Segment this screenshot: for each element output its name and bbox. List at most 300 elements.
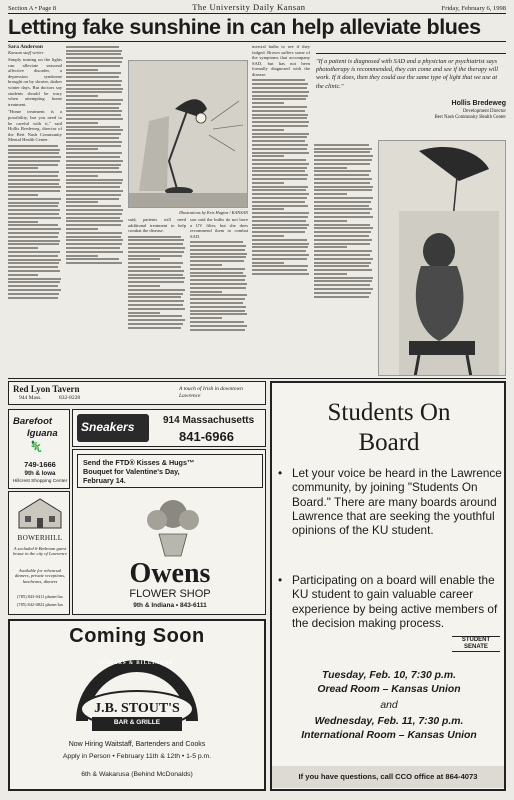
text-line	[66, 247, 120, 249]
text-line	[252, 258, 307, 260]
text-line	[128, 266, 181, 268]
owens-sub: FLOWER SHOP	[129, 588, 211, 600]
jbstouts-apply: Apply in Person • February 11th & 12th • 1-5 p.m.	[62, 753, 212, 760]
bowerhill-phone-1: (785) 843-0411 phone/fax	[17, 594, 63, 599]
ftd-line-2: Bouquet for Valentine's Day,	[83, 467, 180, 476]
text-line	[190, 298, 245, 300]
text-line	[314, 182, 370, 184]
pullquote-role-2: Bert Nash Community Health Center	[434, 115, 506, 120]
text-line	[8, 259, 61, 261]
text-line	[252, 79, 305, 81]
sneakers-address: 914 Massachusetts	[163, 415, 255, 426]
ad-owens-flower-shop	[72, 449, 266, 615]
text-line	[66, 103, 121, 105]
text-line	[8, 156, 61, 158]
text-line	[66, 76, 119, 78]
text-line	[66, 198, 119, 200]
text-line	[314, 155, 373, 157]
logo-line-2: SENATE	[464, 644, 488, 650]
text-line	[66, 141, 122, 143]
text-line	[66, 133, 121, 135]
text-line	[8, 274, 38, 276]
article-illustration-figure	[378, 140, 506, 376]
text-line	[8, 152, 59, 154]
text-line	[314, 292, 371, 294]
quote-paragraph: "Home treatment is a possibility, but you need to be careful with it," said Hollis Bredeweg, director of the Bert Nash Community Mental Health Center.	[8, 109, 62, 143]
text-line	[8, 251, 60, 253]
text-line	[252, 152, 309, 154]
text-line	[252, 91, 309, 93]
text-line	[314, 189, 372, 191]
ad-barefoot-iguana	[8, 409, 70, 489]
text-line	[66, 88, 123, 90]
text-line	[252, 155, 284, 157]
article-column-4	[190, 217, 248, 374]
text-line	[66, 61, 122, 63]
text-line	[8, 194, 38, 196]
text-line	[252, 254, 309, 256]
text-line	[66, 182, 122, 184]
text-line	[314, 151, 370, 153]
text-line	[8, 186, 61, 188]
ad-sneakers	[72, 409, 266, 447]
text-line	[8, 183, 59, 185]
text-line	[252, 186, 308, 188]
text-line	[66, 213, 122, 215]
text-line	[252, 102, 284, 104]
text-line	[8, 145, 58, 147]
sob-event-1-room: Oread Room – Kansas Union	[317, 684, 461, 695]
text-line	[252, 167, 307, 169]
text-line	[252, 182, 284, 184]
text-line	[66, 243, 122, 245]
article-illustration-lamp	[128, 60, 248, 208]
sob-and: and	[380, 700, 398, 711]
text-line	[314, 148, 372, 150]
ad-bowerhill	[8, 491, 70, 615]
text-line	[314, 186, 373, 188]
text-line	[8, 171, 59, 173]
headline-rule	[8, 41, 506, 42]
text-line	[314, 239, 372, 241]
iguana-icon: 🦎	[29, 441, 43, 453]
redlyon-tagline: A touch of Irish in downtown Lawrence	[179, 386, 243, 399]
text-line	[190, 275, 246, 277]
text-line	[314, 296, 369, 298]
text-line	[252, 106, 307, 108]
text-line	[66, 175, 98, 177]
text-line	[190, 321, 244, 323]
text-line	[314, 220, 347, 222]
text-line	[66, 156, 120, 158]
photo-credit: Illustrations by Kris Hugins / KANSAN	[179, 210, 248, 215]
text-line	[66, 251, 123, 253]
text-line	[252, 95, 308, 97]
text-line	[8, 270, 60, 272]
sob-contact: If you have questions, call CCO office at 864-4073	[298, 772, 478, 781]
text-line	[190, 241, 243, 243]
text-line	[314, 174, 369, 176]
text-line	[314, 273, 347, 275]
text-line	[314, 262, 371, 264]
redlyon-address: 944 Mass.	[19, 395, 42, 401]
text-line	[128, 277, 185, 279]
text-line	[314, 284, 370, 286]
text-line	[128, 323, 183, 325]
text-line	[314, 250, 372, 252]
text-line	[252, 110, 305, 112]
text-line	[8, 167, 38, 169]
sob-event-2-date: Wednesday, Feb. 11, 7:30 p.m.	[314, 716, 464, 727]
text-line	[190, 306, 246, 308]
barefoot-phone: 749-1666	[24, 460, 56, 469]
text-line	[66, 91, 122, 93]
redlyon-phone: 832-8228	[59, 395, 81, 401]
text-line	[8, 297, 58, 299]
article-bottom-rule	[8, 378, 506, 379]
text-line	[314, 258, 373, 260]
text-line	[190, 279, 245, 281]
text-line	[190, 325, 247, 327]
text-line	[314, 212, 370, 214]
owens-address: 9th & Indiana • 843-6111	[133, 602, 207, 609]
text-line	[66, 95, 98, 97]
text-line	[66, 258, 119, 260]
text-line	[314, 277, 373, 279]
text-line	[8, 179, 60, 181]
article-headline: Letting fake sunshine in can help alleviate blues	[8, 15, 481, 39]
text-line	[252, 235, 284, 237]
bouquet-icon	[133, 494, 213, 558]
text-line	[128, 308, 185, 310]
text-line	[128, 281, 184, 283]
text-line	[66, 84, 121, 86]
text-line	[66, 205, 121, 207]
text-line	[190, 317, 222, 319]
text-line	[128, 300, 184, 302]
text-line	[66, 110, 122, 112]
text-line	[190, 283, 247, 285]
text-line	[66, 262, 122, 264]
text-line	[66, 118, 123, 120]
text-line	[8, 266, 58, 268]
text-line	[252, 136, 307, 138]
text-line	[314, 243, 370, 245]
text-line	[252, 265, 308, 267]
text-line	[128, 258, 160, 260]
text-line	[66, 190, 123, 192]
text-line	[8, 164, 58, 166]
text-line	[66, 171, 122, 173]
barefoot-name-1: Barefoot	[13, 416, 53, 427]
jbstouts-bar-grille: BAR & GRILLE	[113, 719, 161, 726]
ftd-line-3: February 14.	[83, 476, 126, 485]
figure-drawing	[379, 141, 506, 376]
byline: Sara Anderson	[8, 44, 43, 50]
logo-line-1: STUDENT	[461, 637, 491, 643]
text-line	[252, 224, 309, 226]
text-line	[314, 197, 373, 199]
text-line	[128, 251, 184, 253]
text-line	[190, 253, 247, 255]
text-line	[190, 260, 244, 262]
text-line	[66, 129, 123, 131]
text-line	[190, 302, 243, 304]
ad-red-lyon	[8, 381, 266, 405]
text-line	[252, 193, 309, 195]
sneakers-phone: 841-6966	[179, 429, 234, 444]
text-line	[8, 217, 61, 219]
text-line	[66, 57, 123, 59]
text-line	[66, 167, 119, 169]
text-line	[314, 216, 373, 218]
text-line	[190, 287, 246, 289]
text-line	[128, 289, 185, 291]
text-line	[66, 122, 98, 124]
text-line	[190, 264, 222, 266]
text-line	[314, 235, 369, 237]
text-line	[8, 281, 60, 283]
text-line	[66, 232, 122, 234]
text-line	[128, 247, 185, 249]
byline-role: Kansan staff writer	[8, 50, 44, 55]
text-line	[252, 189, 306, 191]
text-line	[8, 190, 60, 192]
sob-event-1-date: Tuesday, Feb. 10, 7:30 p.m.	[322, 670, 456, 681]
text-line	[66, 228, 98, 230]
owens-name: Owens	[129, 558, 211, 589]
text-line	[252, 121, 309, 123]
text-line	[190, 329, 245, 331]
body-text-filler	[66, 46, 124, 264]
bowerhill-name: BOWERHILL	[17, 534, 63, 542]
text-line	[66, 152, 122, 154]
text-line	[66, 239, 123, 241]
text-line	[252, 220, 306, 222]
jbstouts-hiring: Now Hiring Waitstaff, Bartenders and Cooks	[68, 741, 206, 748]
text-line	[314, 208, 372, 210]
text-line	[128, 274, 183, 276]
text-line	[252, 201, 305, 203]
text-line	[314, 163, 370, 165]
text-line	[252, 262, 284, 264]
redlyon-name: Red Lyon Tavern	[13, 384, 80, 394]
text-line	[66, 179, 123, 181]
article-column-1	[8, 44, 62, 374]
text-line	[190, 294, 247, 296]
text-line	[190, 245, 246, 247]
text-line	[66, 80, 122, 82]
text-line	[252, 250, 306, 252]
text-line	[128, 293, 183, 295]
text-line	[66, 53, 121, 55]
text-line	[128, 285, 160, 287]
text-line	[8, 289, 61, 291]
text-line	[252, 125, 308, 127]
text-line	[252, 174, 308, 176]
text-line	[66, 69, 98, 71]
text-line	[128, 296, 181, 298]
house-icon	[15, 496, 65, 530]
text-line	[8, 209, 60, 211]
text-line	[252, 114, 308, 116]
page-header	[8, 2, 506, 14]
article-column-6	[314, 142, 374, 374]
text-line	[314, 144, 369, 146]
body-text-filler	[314, 144, 374, 298]
text-line	[314, 205, 369, 207]
sob-bullet-1	[278, 466, 502, 537]
sob-event-2-room: International Room – Kansas Union	[301, 730, 477, 741]
text-line	[8, 243, 59, 245]
column-5-lead: mercial bulbs to see if they fadged. Brown suffers some of the symptoms that accompany SAD, but has not been formally diagnosed with the disease.	[252, 44, 310, 77]
body-text-filler	[8, 145, 62, 299]
text-line	[190, 272, 243, 274]
text-line	[252, 178, 307, 180]
lead-paragraph: Simply turning on the lights can alleviate seasonal affective disorder, a depression syndrome brought on by shorter, darker winter days. But doctors say students should be wary when attempting home treatment.	[8, 57, 62, 107]
text-line	[190, 310, 245, 312]
coming-soon: Coming Soon	[69, 625, 205, 647]
sob-bullet-2	[278, 573, 502, 630]
text-line	[252, 159, 306, 161]
text-line	[8, 224, 58, 226]
text-line	[128, 239, 184, 241]
text-line	[314, 178, 372, 180]
text-line	[252, 117, 307, 119]
sob-bullet-2-text: Participating on a board will enable the KU student to gain valuable career experience by being active members of the decision making process.	[292, 573, 498, 630]
bullet-icon: •	[278, 573, 283, 587]
text-line	[8, 278, 61, 280]
text-line	[66, 50, 122, 52]
text-line	[8, 228, 61, 230]
pull-quote: "If a patient is diagnosed with SAD and a physician or psychiatrist says phototherapy is recommended, they can come and see if the therapy will work. If it does, then they could use the same type of light that we use at the clinic."	[316, 58, 498, 90]
text-line	[66, 209, 123, 211]
student-senate-logo	[452, 636, 500, 652]
sob-title-2: Board	[358, 429, 420, 456]
text-line	[66, 201, 98, 203]
text-line	[252, 140, 305, 142]
section-label: Section A • Page 8	[8, 5, 57, 12]
text-line	[128, 262, 183, 264]
text-line	[8, 262, 59, 264]
ftd-line-1: Send the FTD® Kisses & Hugs™	[83, 458, 195, 467]
text-line	[252, 148, 307, 150]
text-line	[252, 133, 309, 135]
text-line	[314, 246, 347, 248]
article-column-5	[252, 44, 310, 374]
text-line	[252, 216, 308, 218]
text-line	[252, 205, 308, 207]
text-line	[8, 160, 60, 162]
text-line	[190, 313, 247, 315]
text-line	[8, 247, 38, 249]
article-column-2	[66, 44, 124, 374]
text-line	[8, 213, 59, 215]
text-line	[8, 198, 61, 200]
issue-date: Friday, February 6, 1998	[441, 5, 506, 12]
text-line	[314, 227, 373, 229]
bullet-icon: •	[278, 466, 283, 480]
text-line	[190, 256, 246, 258]
text-line	[66, 65, 120, 67]
text-line	[252, 129, 284, 131]
text-line	[66, 220, 123, 222]
text-line	[252, 170, 305, 172]
pullquote-rule	[316, 53, 506, 54]
text-line	[314, 159, 372, 161]
text-line	[314, 269, 372, 271]
text-line	[252, 243, 309, 245]
text-line	[128, 270, 184, 272]
text-line	[8, 285, 58, 287]
text-line	[314, 193, 347, 195]
sob-bullet-1-text: Let your voice be heard in the Lawrence community, by joining "Students On Board." There are many boards around Lawrence that are seeking the youthful opinions of the KU student.	[292, 466, 502, 538]
barefoot-name-2: Iguana	[27, 428, 58, 439]
text-line	[8, 149, 60, 151]
masthead: The University Daily Kansan	[192, 2, 306, 12]
text-line	[66, 148, 98, 150]
text-line	[252, 212, 309, 214]
text-line	[128, 327, 181, 329]
text-line	[8, 205, 58, 207]
text-line	[252, 239, 307, 241]
text-line	[252, 98, 306, 100]
text-line	[314, 167, 347, 169]
text-line	[8, 175, 58, 177]
lamp-drawing	[129, 61, 248, 208]
bowerhill-line-1: A secluded 6-Bedroom guest house in the city of Lawrence	[13, 546, 67, 557]
text-line	[66, 194, 121, 196]
text-line	[66, 99, 123, 101]
text-line	[314, 280, 372, 282]
text-line	[66, 72, 121, 74]
text-line	[252, 144, 308, 146]
text-line	[128, 255, 182, 257]
pullquote-role-1: Development Director	[462, 109, 506, 114]
text-line	[66, 126, 120, 128]
text-line	[66, 255, 98, 257]
text-line	[314, 288, 373, 290]
text-line	[190, 249, 245, 251]
jbstouts-arc: CIGARS & BILLIARDS	[101, 661, 173, 666]
pullquote-name: Hollis Bredeweg	[451, 100, 506, 107]
text-line	[8, 221, 38, 223]
column-4-lead: son said the bulbs do not have a UV filter, but she does recommend them to combat SAD.	[190, 217, 248, 239]
sob-title-1: Students On	[327, 399, 451, 426]
jbstouts-address: 6th & Wakarusa (Behind McDonalds)	[81, 771, 193, 778]
text-line	[314, 170, 371, 172]
text-line	[8, 202, 59, 204]
text-line	[128, 236, 181, 238]
text-line	[8, 255, 58, 257]
text-line	[8, 293, 59, 295]
text-line	[252, 197, 307, 199]
text-line	[66, 236, 121, 238]
text-line	[128, 315, 182, 317]
text-line	[128, 312, 160, 314]
text-line	[8, 240, 60, 242]
text-line	[66, 137, 119, 139]
text-line	[252, 83, 308, 85]
text-line	[66, 46, 119, 48]
text-line	[252, 208, 284, 210]
text-line	[128, 319, 185, 321]
bowerhill-line-2: Available for rehearsal dinners, private receptions, luncheons, dinners	[14, 568, 66, 584]
text-line	[128, 243, 183, 245]
text-line	[66, 217, 120, 219]
text-line	[8, 236, 58, 238]
text-line	[314, 265, 369, 267]
